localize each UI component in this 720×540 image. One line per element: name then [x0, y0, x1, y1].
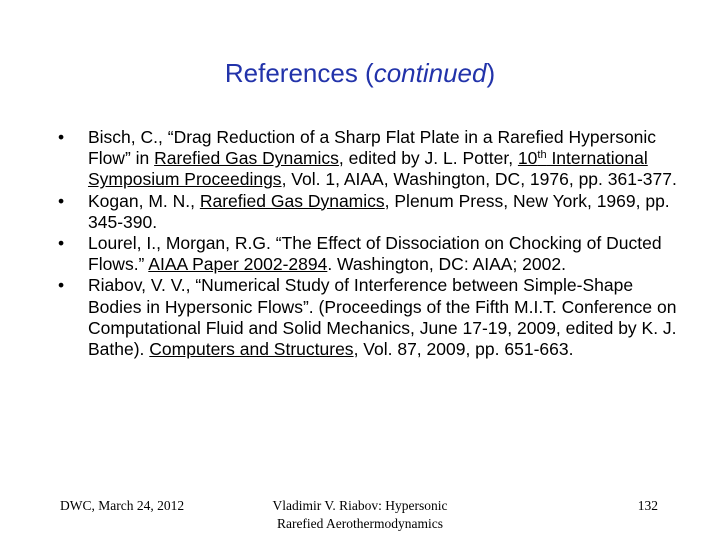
slide-title — [0, 58, 720, 89]
reference-item-bisch — [58, 127, 678, 191]
reference-text: Riabov, V. V., “Numerical Study of Interference between Simple-Shape Bodies in Hypersonic Flows”. (Proceedings of the Fifth M.I.T. Conference on Computational Fluid and Solid Mechanics, June 17-19, 2009, edited by K. J. Bathe). — [88, 275, 677, 360]
reference-text: . Washington, DC: AIAA; 2002. — [327, 254, 566, 275]
footer-date: DWC, March 24, 2012 — [60, 498, 185, 513]
bullet-icon: • — [58, 127, 65, 147]
reference-item-kogan — [58, 191, 678, 233]
reference-text: , edited by J. L. Potter, — [338, 148, 518, 169]
footer-author — [230, 497, 490, 533]
reference-text: Bisch, C., “Drag Reduction of a Sharp Flat Plate in a Rarefied Hypersonic Flow” in — [88, 127, 657, 169]
footer-author-line1: Vladimir V. Riabov: Hypersonic — [272, 498, 448, 513]
page-number: 132 — [637, 498, 658, 513]
reference-item-lourel — [58, 233, 678, 275]
title-text: References ( — [224, 58, 374, 88]
reference-text: , Plenum Press, New York, 1969, pp. 345-390. — [88, 190, 670, 232]
reference-text: Lourel, I., Morgan, R.G. “The Effect of Dissociation on Chocking of Ducted Flows.” — [88, 233, 662, 275]
reference-source: 10th International Symposium Proceedings — [88, 148, 648, 190]
title-emphasis: continued — [373, 58, 487, 88]
reference-source: Computers and Structures — [149, 339, 354, 360]
footer-author-line2: Rarefied Aerothermodynamics — [276, 516, 444, 531]
reference-source: AIAA Paper 2002-2894 — [148, 254, 328, 275]
reference-source: Rarefied Gas Dynamics — [154, 148, 339, 169]
bullet-icon: • — [58, 190, 65, 211]
reference-text: , Vol. 1, AIAA, Washington, DC, 1976, pp. 361-377. — [281, 169, 677, 190]
bullet-icon: • — [58, 233, 65, 254]
reference-source: Rarefied Gas Dynamics — [199, 190, 385, 211]
reference-text: , Vol. 87, 2009, pp. 651-663. — [353, 339, 574, 360]
reference-text: Kogan, M. N., — [88, 190, 200, 211]
references-list — [58, 127, 678, 360]
bullet-icon: • — [58, 275, 65, 296]
title-close: ) — [486, 58, 496, 88]
reference-item-riabov — [58, 275, 678, 360]
